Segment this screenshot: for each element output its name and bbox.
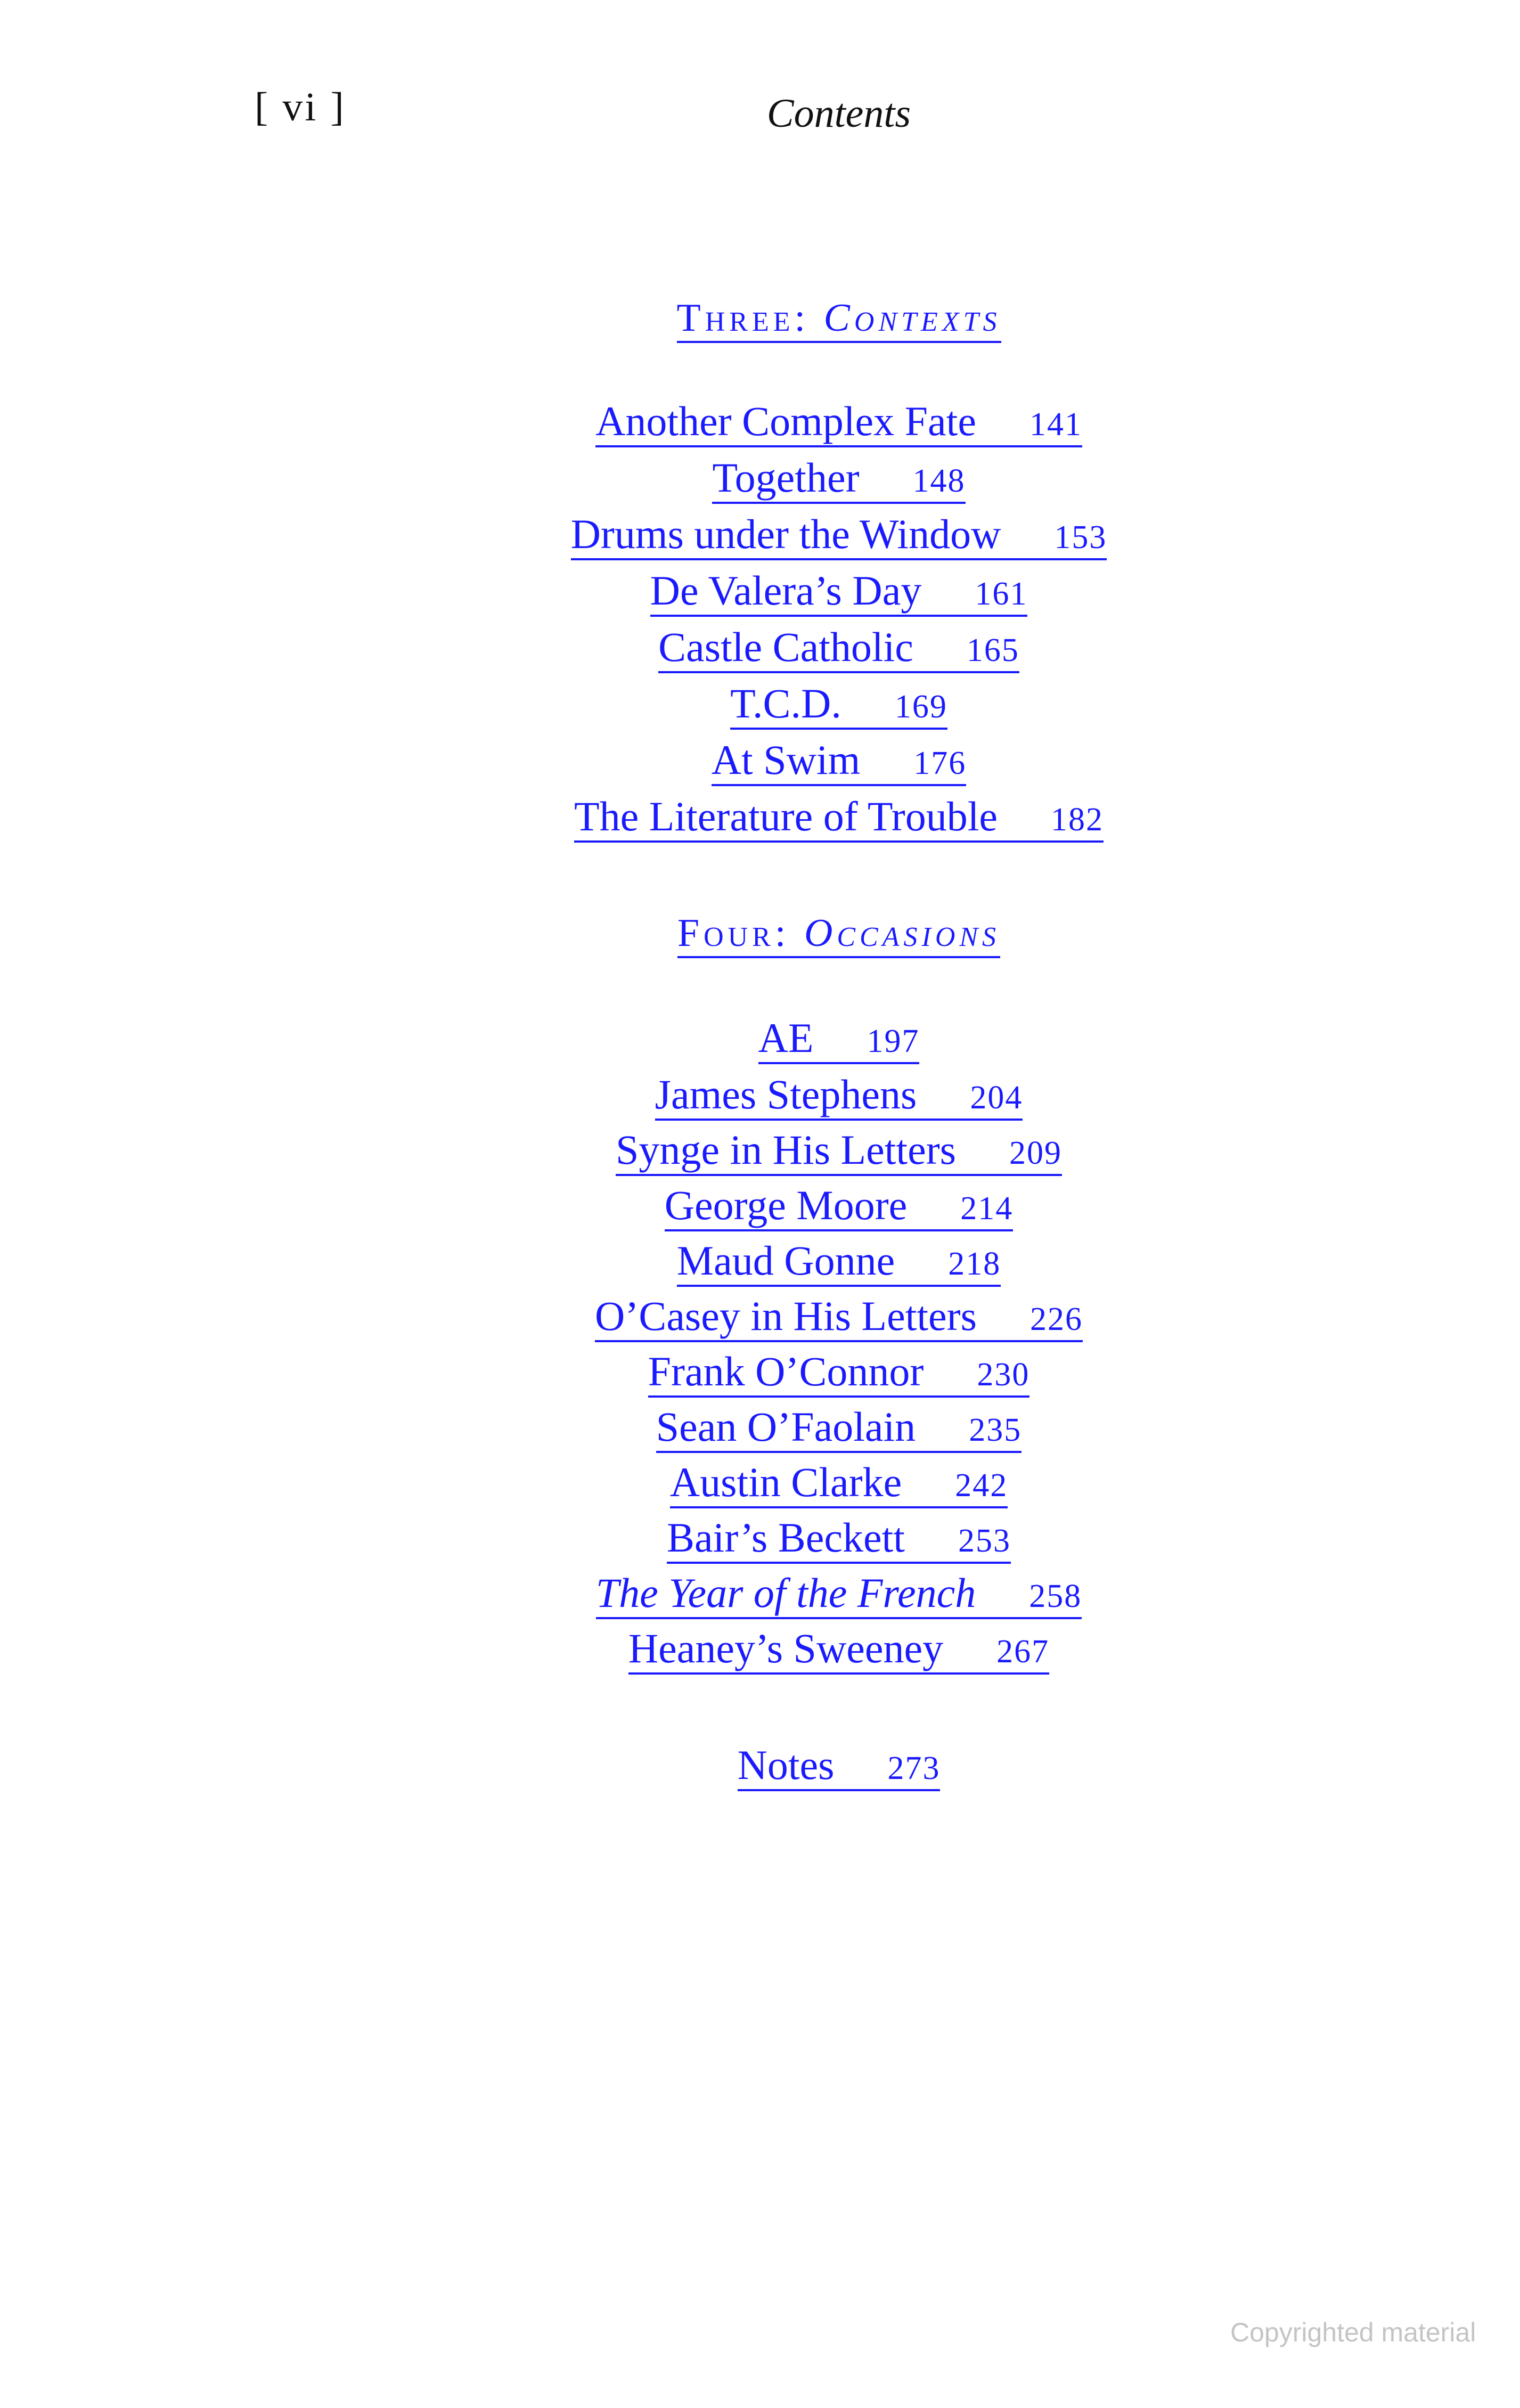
toc-link[interactable] xyxy=(664,1182,1014,1231)
toc-entry[interactable] xyxy=(0,1071,1520,1121)
entry-page: 267 xyxy=(996,1634,1050,1670)
running-head: Contents xyxy=(766,91,911,136)
entry-page: 209 xyxy=(1009,1135,1063,1171)
section-title: Occasions xyxy=(804,911,1001,955)
toc-link[interactable] xyxy=(596,1572,1082,1619)
toc-link[interactable] xyxy=(669,1459,1008,1508)
entry-page: 148 xyxy=(912,463,966,499)
entry-title: Sean O’Faolain xyxy=(656,1403,916,1450)
toc-entry[interactable] xyxy=(0,567,1520,617)
entry-title: The Year of the French xyxy=(595,1570,976,1616)
toc-link[interactable] xyxy=(712,454,966,504)
entry-page: 161 xyxy=(975,576,1028,612)
entry-page: 253 xyxy=(958,1523,1011,1559)
entry-page: 226 xyxy=(1030,1301,1083,1337)
toc-link[interactable] xyxy=(571,513,1107,560)
entry-title: De Valera’s Day xyxy=(650,567,922,614)
toc-entry[interactable] xyxy=(0,1017,1520,1064)
toc-link[interactable] xyxy=(730,680,947,730)
toc-entry[interactable] xyxy=(0,1625,1520,1675)
entry-page: 230 xyxy=(977,1357,1030,1393)
entry-page: 242 xyxy=(955,1467,1008,1504)
toc-link[interactable] xyxy=(595,398,1082,447)
toc-entry[interactable] xyxy=(0,1514,1520,1564)
toc-entry[interactable] xyxy=(0,626,1520,673)
entry-title: Another Complex Fate xyxy=(595,398,976,444)
toc-link[interactable] xyxy=(758,1017,920,1064)
entry-title: O’Casey in His Letters xyxy=(594,1293,977,1339)
toc-link[interactable] xyxy=(595,1295,1083,1342)
section-number: Three: xyxy=(676,296,810,340)
entry-page: 197 xyxy=(867,1023,920,1059)
toc-link[interactable] xyxy=(656,1403,1022,1453)
toc-entry[interactable] xyxy=(0,454,1520,504)
toc-link[interactable] xyxy=(667,1514,1011,1564)
entry-title: At Swim xyxy=(711,737,861,783)
toc-entry[interactable] xyxy=(0,739,1520,786)
toc-link[interactable] xyxy=(628,1625,1050,1675)
entry-page: 153 xyxy=(1054,519,1107,556)
entry-title: Maud Gonne xyxy=(676,1237,895,1284)
entry-title: The Literature of Trouble xyxy=(574,793,998,839)
entry-title: Together xyxy=(712,454,860,501)
entry-page: 235 xyxy=(969,1412,1022,1448)
toc-entry-notes[interactable] xyxy=(0,1744,1520,1791)
toc-link[interactable] xyxy=(676,1237,1001,1287)
toc-entry[interactable] xyxy=(0,1348,1520,1398)
toc-entry[interactable] xyxy=(0,1572,1520,1619)
toc-link[interactable] xyxy=(658,626,1019,673)
entry-title: Heaney’s Sweeney xyxy=(628,1625,944,1671)
entry-title: James Stephens xyxy=(655,1071,917,1117)
section-heading-three[interactable] xyxy=(0,296,1520,341)
toc-entry[interactable] xyxy=(0,1237,1520,1287)
entry-title: Notes xyxy=(737,1742,835,1788)
entry-page: 204 xyxy=(970,1080,1023,1116)
entry-title: T.C.D. xyxy=(730,680,841,727)
toc-link[interactable] xyxy=(712,739,967,786)
entry-page: 182 xyxy=(1050,802,1104,838)
page-folio: [ vi ] xyxy=(255,85,346,129)
toc-entry[interactable] xyxy=(0,1129,1520,1176)
section-number: Four: xyxy=(677,911,790,955)
toc-entry[interactable] xyxy=(0,680,1520,730)
entry-title: Synge in His Letters xyxy=(615,1127,957,1173)
toc-entry[interactable] xyxy=(0,398,1520,447)
entry-page: 169 xyxy=(894,689,947,725)
entry-title: Frank O’Connor xyxy=(648,1348,924,1394)
entry-page: 176 xyxy=(913,745,967,781)
entry-title: Austin Clarke xyxy=(669,1459,902,1505)
copyright-watermark: Copyrighted material xyxy=(1230,2317,1476,2347)
entry-page: 258 xyxy=(1029,1578,1082,1614)
toc-link[interactable] xyxy=(655,1071,1023,1121)
toc-link[interactable] xyxy=(574,793,1104,843)
toc-link[interactable] xyxy=(650,567,1028,617)
entry-page: 214 xyxy=(960,1190,1014,1227)
entry-title: Drums under the Window xyxy=(570,511,1001,557)
toc-link[interactable] xyxy=(616,1129,1062,1176)
entry-page: 218 xyxy=(948,1246,1001,1282)
toc-entry[interactable] xyxy=(0,1182,1520,1231)
toc-entry[interactable] xyxy=(0,513,1520,560)
entry-title: Castle Catholic xyxy=(658,624,913,670)
toc-entry[interactable] xyxy=(0,1403,1520,1453)
entry-page: 141 xyxy=(1029,406,1082,443)
toc-link[interactable] xyxy=(648,1348,1030,1398)
entry-title: Bair’s Beckett xyxy=(667,1514,905,1561)
section-heading-four[interactable] xyxy=(0,911,1520,956)
toc-link[interactable] xyxy=(738,1744,941,1791)
section-title: Contexts xyxy=(823,296,1001,340)
entry-page: 273 xyxy=(887,1750,941,1786)
toc-entry[interactable] xyxy=(0,1459,1520,1508)
toc-entry[interactable] xyxy=(0,793,1520,843)
entry-title: George Moore xyxy=(664,1182,908,1228)
entry-title: AE xyxy=(758,1015,814,1061)
toc-entry[interactable] xyxy=(0,1295,1520,1342)
entry-page: 165 xyxy=(966,632,1019,668)
